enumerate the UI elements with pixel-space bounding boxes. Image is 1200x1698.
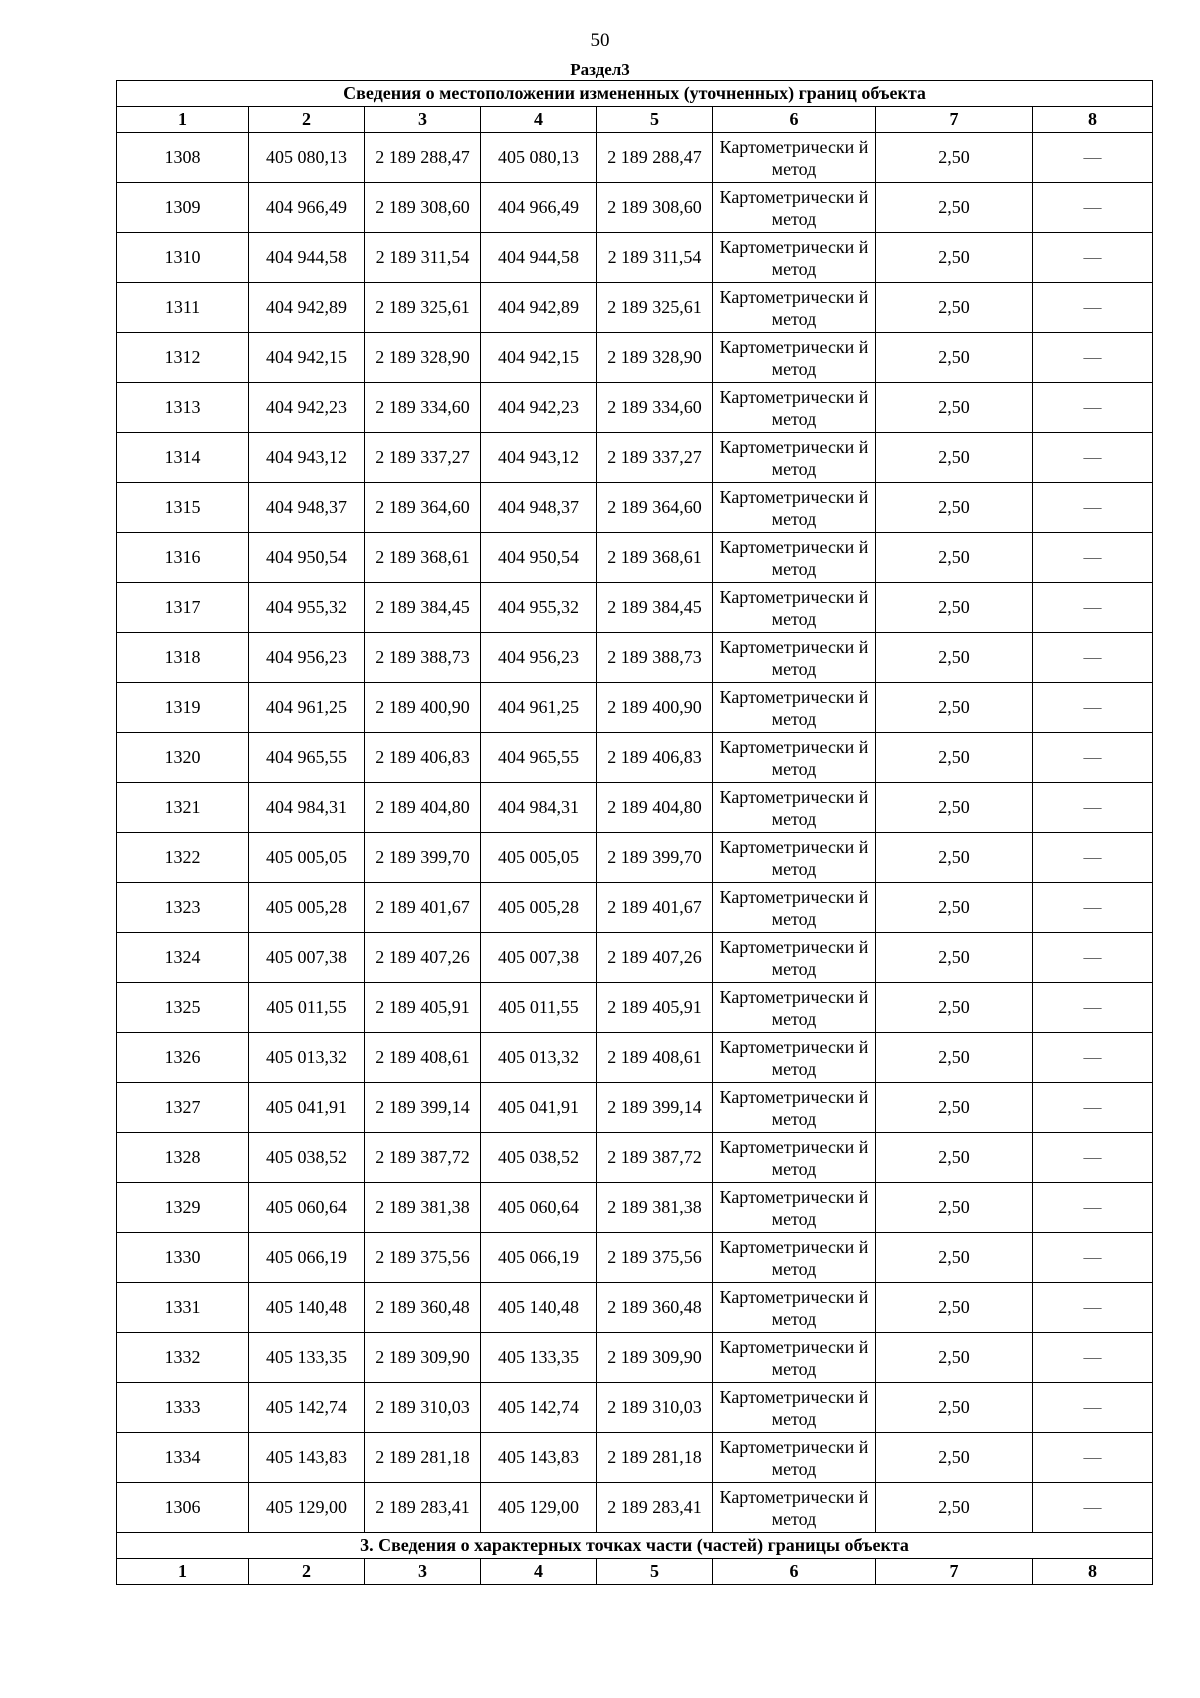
accuracy-cell: 2,50 (876, 1333, 1033, 1383)
description-cell: — (1033, 1333, 1153, 1383)
description-cell: — (1033, 1233, 1153, 1283)
table-body (117, 81, 1153, 1585)
point-number-cell: 1322 (117, 833, 249, 883)
next-section-title-row (117, 1533, 1153, 1559)
point-number-cell: 1329 (117, 1183, 249, 1233)
point-number-cell: 1309 (117, 183, 249, 233)
y-coordinate-cell: 2 189 308,60 (597, 183, 713, 233)
y-coordinate-cell: 2 189 406,83 (365, 733, 481, 783)
method-cell: Картометрически й метод (713, 333, 876, 383)
table-row (117, 1183, 1153, 1233)
column-header-row (117, 107, 1153, 133)
x-coordinate-cell: 404 950,54 (249, 533, 365, 583)
point-number-cell: 1320 (117, 733, 249, 783)
method-cell: Картометрически й метод (713, 1033, 876, 1083)
description-cell: — (1033, 683, 1153, 733)
table-row (117, 1083, 1153, 1133)
accuracy-cell: 2,50 (876, 333, 1033, 383)
accuracy-cell: 2,50 (876, 733, 1033, 783)
y-coordinate-cell: 2 189 408,61 (597, 1033, 713, 1083)
x-coordinate-cell: 404 984,31 (481, 783, 597, 833)
y-coordinate-cell: 2 189 375,56 (365, 1233, 481, 1283)
point-number-cell: 1321 (117, 783, 249, 833)
x-coordinate-cell: 405 005,28 (481, 883, 597, 933)
x-coordinate-cell: 404 942,15 (481, 333, 597, 383)
x-coordinate-cell: 405 038,52 (481, 1133, 597, 1183)
method-cell: Картометрически й метод (713, 1383, 876, 1433)
x-coordinate-cell: 404 942,89 (481, 283, 597, 333)
point-number-cell: 1317 (117, 583, 249, 633)
point-number-cell: 1330 (117, 1233, 249, 1283)
method-cell: Картометрически й метод (713, 883, 876, 933)
x-coordinate-cell: 405 143,83 (249, 1433, 365, 1483)
accuracy-cell: 2,50 (876, 1133, 1033, 1183)
x-coordinate-cell: 405 013,32 (249, 1033, 365, 1083)
table-row (117, 733, 1153, 783)
y-coordinate-cell: 2 189 388,73 (597, 633, 713, 683)
x-coordinate-cell: 405 060,64 (249, 1183, 365, 1233)
table-row (117, 1033, 1153, 1083)
y-coordinate-cell: 2 189 407,26 (597, 933, 713, 983)
table-row (117, 833, 1153, 883)
table-row (117, 1383, 1153, 1433)
accuracy-cell: 2,50 (876, 583, 1033, 633)
column-header: 5 (597, 1559, 713, 1585)
table-row (117, 1483, 1153, 1533)
table-row (117, 483, 1153, 533)
point-number-cell: 1314 (117, 433, 249, 483)
y-coordinate-cell: 2 189 334,60 (597, 383, 713, 433)
y-coordinate-cell: 2 189 388,73 (365, 633, 481, 683)
point-number-cell: 1332 (117, 1333, 249, 1383)
column-header: 8 (1033, 1559, 1153, 1585)
accuracy-cell: 2,50 (876, 983, 1033, 1033)
accuracy-cell: 2,50 (876, 1083, 1033, 1133)
method-cell: Картометрически й метод (713, 483, 876, 533)
accuracy-cell: 2,50 (876, 783, 1033, 833)
table-row (117, 1233, 1153, 1283)
description-cell: — (1033, 1133, 1153, 1183)
x-coordinate-cell: 404 961,25 (249, 683, 365, 733)
y-coordinate-cell: 2 189 408,61 (365, 1033, 481, 1083)
x-coordinate-cell: 405 143,83 (481, 1433, 597, 1483)
point-number-cell: 1331 (117, 1283, 249, 1333)
y-coordinate-cell: 2 189 360,48 (597, 1283, 713, 1333)
y-coordinate-cell: 2 189 405,91 (365, 983, 481, 1033)
x-coordinate-cell: 405 011,55 (249, 983, 365, 1033)
table-row (117, 1133, 1153, 1183)
x-coordinate-cell: 405 060,64 (481, 1183, 597, 1233)
x-coordinate-cell: 405 133,35 (249, 1333, 365, 1383)
x-coordinate-cell: 405 041,91 (481, 1083, 597, 1133)
method-cell: Картометрически й метод (713, 1233, 876, 1283)
y-coordinate-cell: 2 189 309,90 (365, 1333, 481, 1383)
accuracy-cell: 2,50 (876, 683, 1033, 733)
accuracy-cell: 2,50 (876, 483, 1033, 533)
page-number: 50 (590, 30, 610, 51)
x-coordinate-cell: 405 005,05 (481, 833, 597, 883)
y-coordinate-cell: 2 189 381,38 (365, 1183, 481, 1233)
method-cell: Картометрически й метод (713, 383, 876, 433)
method-cell: Картометрически й метод (713, 433, 876, 483)
x-coordinate-cell: 404 943,12 (481, 433, 597, 483)
table-row (117, 933, 1153, 983)
point-number-cell: 1334 (117, 1433, 249, 1483)
description-cell: — (1033, 583, 1153, 633)
accuracy-cell: 2,50 (876, 1433, 1033, 1483)
y-coordinate-cell: 2 189 360,48 (365, 1283, 481, 1333)
method-cell: Картометрически й метод (713, 1283, 876, 1333)
method-cell: Картометрически й метод (713, 1133, 876, 1183)
column-header: 2 (249, 1559, 365, 1585)
y-coordinate-cell: 2 189 401,67 (597, 883, 713, 933)
method-cell: Картометрически й метод (713, 633, 876, 683)
table-row (117, 683, 1153, 733)
y-coordinate-cell: 2 189 404,80 (365, 783, 481, 833)
description-cell: — (1033, 833, 1153, 883)
y-coordinate-cell: 2 189 311,54 (597, 233, 713, 283)
column-header: 4 (481, 1559, 597, 1585)
method-cell: Картометрически й метод (713, 983, 876, 1033)
point-number-cell: 1327 (117, 1083, 249, 1133)
x-coordinate-cell: 405 140,48 (249, 1283, 365, 1333)
x-coordinate-cell: 404 942,15 (249, 333, 365, 383)
description-cell: — (1033, 783, 1153, 833)
y-coordinate-cell: 2 189 384,45 (597, 583, 713, 633)
accuracy-cell: 2,50 (876, 833, 1033, 883)
point-number-cell: 1333 (117, 1383, 249, 1433)
table-row (117, 133, 1153, 183)
y-coordinate-cell: 2 189 387,72 (597, 1133, 713, 1183)
x-coordinate-cell: 405 066,19 (249, 1233, 365, 1283)
x-coordinate-cell: 405 142,74 (481, 1383, 597, 1433)
description-cell: — (1033, 333, 1153, 383)
accuracy-cell: 2,50 (876, 933, 1033, 983)
x-coordinate-cell: 404 950,54 (481, 533, 597, 583)
table-row (117, 1433, 1153, 1483)
description-cell: — (1033, 133, 1153, 183)
boundary-coordinates-table (116, 80, 1153, 1585)
x-coordinate-cell: 405 080,13 (481, 133, 597, 183)
method-cell: Картометрически й метод (713, 783, 876, 833)
column-header: 6 (713, 107, 876, 133)
x-coordinate-cell: 404 966,49 (481, 183, 597, 233)
table-row (117, 1333, 1153, 1383)
x-coordinate-cell: 405 129,00 (249, 1483, 365, 1533)
y-coordinate-cell: 2 189 404,80 (597, 783, 713, 833)
x-coordinate-cell: 405 038,52 (249, 1133, 365, 1183)
description-cell: — (1033, 1033, 1153, 1083)
accuracy-cell: 2,50 (876, 1483, 1033, 1533)
table-row (117, 783, 1153, 833)
column-header: 6 (713, 1559, 876, 1585)
table-row (117, 633, 1153, 683)
x-coordinate-cell: 405 013,32 (481, 1033, 597, 1083)
table-row (117, 983, 1153, 1033)
description-cell: — (1033, 233, 1153, 283)
x-coordinate-cell: 404 966,49 (249, 183, 365, 233)
y-coordinate-cell: 2 189 399,14 (365, 1083, 481, 1133)
method-cell: Картометрически й метод (713, 833, 876, 883)
point-number-cell: 1325 (117, 983, 249, 1033)
x-coordinate-cell: 405 129,00 (481, 1483, 597, 1533)
x-coordinate-cell: 405 080,13 (249, 133, 365, 183)
column-header: 7 (876, 107, 1033, 133)
point-number-cell: 1326 (117, 1033, 249, 1083)
y-coordinate-cell: 2 189 311,54 (365, 233, 481, 283)
accuracy-cell: 2,50 (876, 1183, 1033, 1233)
y-coordinate-cell: 2 189 364,60 (365, 483, 481, 533)
description-cell: — (1033, 183, 1153, 233)
x-coordinate-cell: 405 133,35 (481, 1333, 597, 1383)
method-cell: Картометрически й метод (713, 533, 876, 583)
method-cell: Картометрически й метод (713, 283, 876, 333)
accuracy-cell: 2,50 (876, 1233, 1033, 1283)
y-coordinate-cell: 2 189 364,60 (597, 483, 713, 533)
point-number-cell: 1313 (117, 383, 249, 433)
method-cell: Картометрически й метод (713, 733, 876, 783)
description-cell: — (1033, 633, 1153, 683)
column-header: 1 (117, 107, 249, 133)
column-header: 2 (249, 107, 365, 133)
y-coordinate-cell: 2 189 310,03 (365, 1383, 481, 1433)
x-coordinate-cell: 404 944,58 (481, 233, 597, 283)
y-coordinate-cell: 2 189 384,45 (365, 583, 481, 633)
table-row (117, 183, 1153, 233)
table-row (117, 1283, 1153, 1333)
x-coordinate-cell: 404 955,32 (481, 583, 597, 633)
x-coordinate-cell: 404 961,25 (481, 683, 597, 733)
x-coordinate-cell: 404 955,32 (249, 583, 365, 633)
y-coordinate-cell: 2 189 381,38 (597, 1183, 713, 1233)
x-coordinate-cell: 404 956,23 (481, 633, 597, 683)
method-cell: Картометрически й метод (713, 1333, 876, 1383)
accuracy-cell: 2,50 (876, 183, 1033, 233)
table-row (117, 583, 1153, 633)
point-number-cell: 1319 (117, 683, 249, 733)
y-coordinate-cell: 2 189 288,47 (365, 133, 481, 183)
x-coordinate-cell: 405 005,28 (249, 883, 365, 933)
description-cell: — (1033, 1483, 1153, 1533)
description-cell: — (1033, 383, 1153, 433)
point-number-cell: 1315 (117, 483, 249, 533)
y-coordinate-cell: 2 189 387,72 (365, 1133, 481, 1183)
x-coordinate-cell: 405 142,74 (249, 1383, 365, 1433)
x-coordinate-cell: 405 005,05 (249, 833, 365, 883)
y-coordinate-cell: 2 189 375,56 (597, 1233, 713, 1283)
y-coordinate-cell: 2 189 334,60 (365, 383, 481, 433)
point-number-cell: 1328 (117, 1133, 249, 1183)
y-coordinate-cell: 2 189 337,27 (365, 433, 481, 483)
accuracy-cell: 2,50 (876, 433, 1033, 483)
column-header: 3 (365, 107, 481, 133)
accuracy-cell: 2,50 (876, 883, 1033, 933)
table-row (117, 433, 1153, 483)
point-number-cell: 1312 (117, 333, 249, 383)
table-row (117, 533, 1153, 583)
column-header: 7 (876, 1559, 1033, 1585)
point-number-cell: 1324 (117, 933, 249, 983)
x-coordinate-cell: 405 140,48 (481, 1283, 597, 1333)
description-cell: — (1033, 733, 1153, 783)
next-section-header-row (117, 1559, 1153, 1585)
y-coordinate-cell: 2 189 283,41 (597, 1483, 713, 1533)
description-cell: — (1033, 1283, 1153, 1333)
section-label: Раздел3 (570, 60, 630, 79)
point-number-cell: 1311 (117, 283, 249, 333)
y-coordinate-cell: 2 189 328,90 (365, 333, 481, 383)
accuracy-cell: 2,50 (876, 133, 1033, 183)
x-coordinate-cell: 404 944,58 (249, 233, 365, 283)
y-coordinate-cell: 2 189 368,61 (365, 533, 481, 583)
x-coordinate-cell: 404 942,23 (249, 383, 365, 433)
y-coordinate-cell: 2 189 399,70 (597, 833, 713, 883)
point-number-cell: 1316 (117, 533, 249, 583)
description-cell: — (1033, 433, 1153, 483)
description-cell: — (1033, 1383, 1153, 1433)
x-coordinate-cell: 404 948,37 (481, 483, 597, 533)
x-coordinate-cell: 405 011,55 (481, 983, 597, 1033)
table-title-row (117, 81, 1153, 107)
x-coordinate-cell: 405 007,38 (481, 933, 597, 983)
description-cell: — (1033, 1433, 1153, 1483)
column-header: 8 (1033, 107, 1153, 133)
point-number-cell: 1323 (117, 883, 249, 933)
x-coordinate-cell: 404 942,89 (249, 283, 365, 333)
method-cell: Картометрически й метод (713, 1083, 876, 1133)
x-coordinate-cell: 404 965,55 (249, 733, 365, 783)
y-coordinate-cell: 2 189 399,70 (365, 833, 481, 883)
x-coordinate-cell: 404 942,23 (481, 383, 597, 433)
column-header: 5 (597, 107, 713, 133)
column-header: 4 (481, 107, 597, 133)
method-cell: Картометрически й метод (713, 933, 876, 983)
table-row (117, 383, 1153, 433)
description-cell: — (1033, 483, 1153, 533)
method-cell: Картометрически й метод (713, 683, 876, 733)
method-cell: Картометрически й метод (713, 583, 876, 633)
accuracy-cell: 2,50 (876, 633, 1033, 683)
method-cell: Картометрически й метод (713, 233, 876, 283)
point-number-cell: 1310 (117, 233, 249, 283)
table-row (117, 333, 1153, 383)
y-coordinate-cell: 2 189 283,41 (365, 1483, 481, 1533)
y-coordinate-cell: 2 189 406,83 (597, 733, 713, 783)
x-coordinate-cell: 405 066,19 (481, 1233, 597, 1283)
y-coordinate-cell: 2 189 399,14 (597, 1083, 713, 1133)
point-number-cell: 1318 (117, 633, 249, 683)
accuracy-cell: 2,50 (876, 1383, 1033, 1433)
point-number-cell: 1306 (117, 1483, 249, 1533)
y-coordinate-cell: 2 189 400,90 (597, 683, 713, 733)
method-cell: Картометрически й метод (713, 1183, 876, 1233)
y-coordinate-cell: 2 189 405,91 (597, 983, 713, 1033)
description-cell: — (1033, 883, 1153, 933)
description-cell: — (1033, 283, 1153, 333)
x-coordinate-cell: 405 041,91 (249, 1083, 365, 1133)
accuracy-cell: 2,50 (876, 533, 1033, 583)
column-header: 3 (365, 1559, 481, 1585)
y-coordinate-cell: 2 189 337,27 (597, 433, 713, 483)
x-coordinate-cell: 404 948,37 (249, 483, 365, 533)
y-coordinate-cell: 2 189 401,67 (365, 883, 481, 933)
y-coordinate-cell: 2 189 288,47 (597, 133, 713, 183)
x-coordinate-cell: 404 943,12 (249, 433, 365, 483)
x-coordinate-cell: 404 956,23 (249, 633, 365, 683)
accuracy-cell: 2,50 (876, 233, 1033, 283)
y-coordinate-cell: 2 189 308,60 (365, 183, 481, 233)
y-coordinate-cell: 2 189 368,61 (597, 533, 713, 583)
description-cell: — (1033, 1083, 1153, 1133)
y-coordinate-cell: 2 189 309,90 (597, 1333, 713, 1383)
method-cell: Картометрически й метод (713, 133, 876, 183)
table-row (117, 283, 1153, 333)
y-coordinate-cell: 2 189 310,03 (597, 1383, 713, 1433)
y-coordinate-cell: 2 189 407,26 (365, 933, 481, 983)
accuracy-cell: 2,50 (876, 1033, 1033, 1083)
y-coordinate-cell: 2 189 328,90 (597, 333, 713, 383)
x-coordinate-cell: 405 007,38 (249, 933, 365, 983)
point-number-cell: 1308 (117, 133, 249, 183)
method-cell: Картометрически й метод (713, 183, 876, 233)
description-cell: — (1033, 933, 1153, 983)
y-coordinate-cell: 2 189 400,90 (365, 683, 481, 733)
accuracy-cell: 2,50 (876, 283, 1033, 333)
method-cell: Картометрически й метод (713, 1433, 876, 1483)
x-coordinate-cell: 404 965,55 (481, 733, 597, 783)
y-coordinate-cell: 2 189 281,18 (597, 1433, 713, 1483)
table-title: Сведения о местоположении измененных (уточненных) границ объекта (117, 81, 1153, 107)
description-cell: — (1033, 533, 1153, 583)
description-cell: — (1033, 1183, 1153, 1233)
x-coordinate-cell: 404 984,31 (249, 783, 365, 833)
y-coordinate-cell: 2 189 281,18 (365, 1433, 481, 1483)
method-cell: Картометрически й метод (713, 1483, 876, 1533)
accuracy-cell: 2,50 (876, 1283, 1033, 1333)
column-header: 1 (117, 1559, 249, 1585)
next-section-title: 3. Сведения о характерных точках части (частей) границы объекта (117, 1533, 1153, 1559)
y-coordinate-cell: 2 189 325,61 (597, 283, 713, 333)
description-cell: — (1033, 983, 1153, 1033)
table-row (117, 883, 1153, 933)
table-row (117, 233, 1153, 283)
accuracy-cell: 2,50 (876, 383, 1033, 433)
y-coordinate-cell: 2 189 325,61 (365, 283, 481, 333)
